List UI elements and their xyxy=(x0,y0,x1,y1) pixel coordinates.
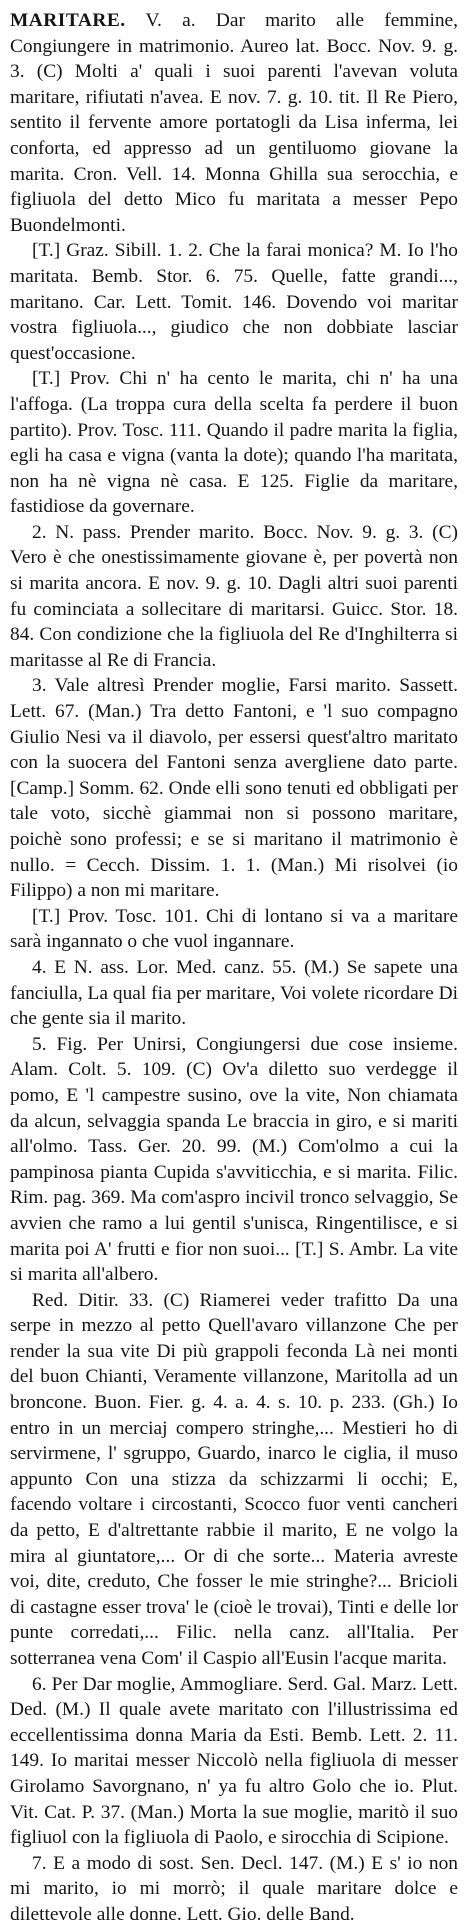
dictionary-entry-maritare xyxy=(10,8,458,1928)
entry-paragraph-6: [T.] Prov. Tosc. 101. Chi di lontano si va a maritare sarà ingannato o che vuol ingannare. xyxy=(10,905,458,953)
entry-paragraph-9: Red. Ditir. 33. (C) Riamerei veder trafitto Da una serpe in mezzo al petto Quell'avaro villanzone Che per render la sua vite Di più grappoli feconda Là nei monti del buon Chianti, Veramente villanzone, Maritolla ad un broncone. Buon. Fier. g. 4. a. 4. s. 10. p. 233. (Gh.) Io entro in un merciaj compero stringhe,... Mestieri ho di servirmene, l' sgruppo, Guardo, inarco le ciglia, il muso appunto Con una stizza da schizzarmi li occhi; E, facendo voltare i circostanti, Scocco fuor venti cancheri da petto, E d'altrettante rabbie il marito, E ne volgo la mira al giuntatore,... Or di che sorte... Materia avreste voi, dite, creduto, Che fosser le mie stringhe?... Bricioli di castagne esser trova' le (cioè le trovai), Tinti e delle lor punte corredati,... Filic. nella canz. all'Italia. Per sotterranea vena Com' il Caspio all'Eusin l'acque marita. xyxy=(10,1289,458,1669)
entry-paragraph-7: 4. E N. ass. Lor. Med. canz. 55. (M.) Se sapete una fanciulla, La qual fia per maritare, Voi volete ricordare Di che gente sia il marito. xyxy=(10,956,458,1030)
entry-paragraph-11: 7. E a modo di sost. Sen. Decl. 147. (M.) E s' io non mi marito, io mi morrò; il quale maritare dolce e dilettevole alle donne. Lett. Gio. delle Band. xyxy=(10,1852,458,1925)
entry-paragraph-3: [T.] Prov. Chi n' ha cento le marita, chi n' ha una l'affoga. (La troppa cura della scelta fa perdere il buon partito). Prov. Tosc. 111. Quando il padre marita la figlia, egli ha casa e vigna (vanta la dote); quando l'ha maritata, non ha nè vigna nè casa. E 125. Figlie da maritare, fastidiose da governare. xyxy=(10,368,458,518)
entry-paragraph-4: 2. N. pass. Prender marito. Bocc. Nov. 9. g. 3. (C) Vero è che onestissimamente giovane è, per povertà non si marita ancora. E nov. 9. g. 10. Dagli altri suoi parenti fu cominciata a sollecitare di maritarsi. Guicc. Stor. 18. 84. Con condizione che la figliuola del Re d'Inghilterra si maritasse al Re di Francia. xyxy=(10,521,458,671)
entry-paragraph-1-text: V. a. Dar marito alle femmine, Congiungere in matrimonio. Aureo lat. Bocc. Nov. 9. g. 3. (C) Molti a' quali i suoi parenti l'avevan voluta maritare, rifiutati n'avea. E nov. 7. g. 10. tit. Il Re Piero, sentito il fervente amore portatogli da Lisa inferma, lei conforta, ed appresso ad un gentiluomo giovane la marita. Cron. Vell. 14. Monna Ghilla sua serocchia, e figliuola del detto Mico fu maritata a messer Pepo Buondelmonti. xyxy=(10,10,459,236)
entry-paragraph-1 xyxy=(10,8,458,238)
entry-paragraph-5: 3. Vale altresì Prender moglie, Farsi marito. Sassett. Lett. 67. (Man.) Tra detto Fantoni, e 'l suo compagno Giulio Nesi va il diavolo, per essersi quest'altro maritato con la suocera del Fantoni senza avergliene dato parte. [Camp.] Somm. 62. Onde elli sono tenuti ed obbligati per tale voto, sicchè giammai non si possono maritare, poichè sono professi; e se si maritano il matrimonio è nullo. = Cecch. Dissim. 1. 1. (Man.) Mi risolvei (io Filippo) a non mi maritare. xyxy=(10,675,458,902)
entry-headword: MARITARE. xyxy=(10,10,126,31)
entry-paragraph-2: [T.] Graz. Sibill. 1. 2. Che la farai monica? M. Io l'ho maritata. Bemb. Stor. 6. 75. Quelle, fatte grandi..., maritano. Car. Lett. Tomit. 146. Dovendo voi maritar vostra figliuola..., giudico che non dobbiate lasciar quest'occasione. xyxy=(10,240,458,364)
entry-paragraph-8: 5. Fig. Per Unirsi, Congiungersi due cose insieme. Alam. Colt. 5. 109. (C) Ov'a diletto suo verdegge il pomo, E 'l campestre susino, ove la vite, Non chiamata da alcun, selvaggia spanda Le braccia in giro, e si mariti all'olmo. Tass. Ger. 20. 99. (M.) Com'olmo a cui la pampinosa pianta Cupida s'avviticchia, e si marita. Filic. Rim. pag. 369. Ma com'aspro incivil tronco selvaggio, Se avvien che ramo a lui gentil s'unisca, Ringentilisce, e si marita poi A' frutti e fior non suoi... [T.] S. Ambr. La vite si marita all'albero. xyxy=(10,1033,458,1286)
entry-paragraph-10: 6. Per Dar moglie, Ammogliare. Serd. Gal. Marz. Lett. Ded. (M.) Il quale avete maritato con l'illustrissima ed eccellentissima donna Maria da Esti. Bemb. Lett. 2. 11. 149. Io maritai messer Niccolò nella figliuola di messer Girolamo Savorgnano, n' ya fu altro Golo che io. Plut. Vit. Cat. P. 37. (Man.) Morta la sue moglie, maritò il suo figliuol con la figliuola di Paolo, e sirocchia di Scipione. xyxy=(10,1673,458,1849)
